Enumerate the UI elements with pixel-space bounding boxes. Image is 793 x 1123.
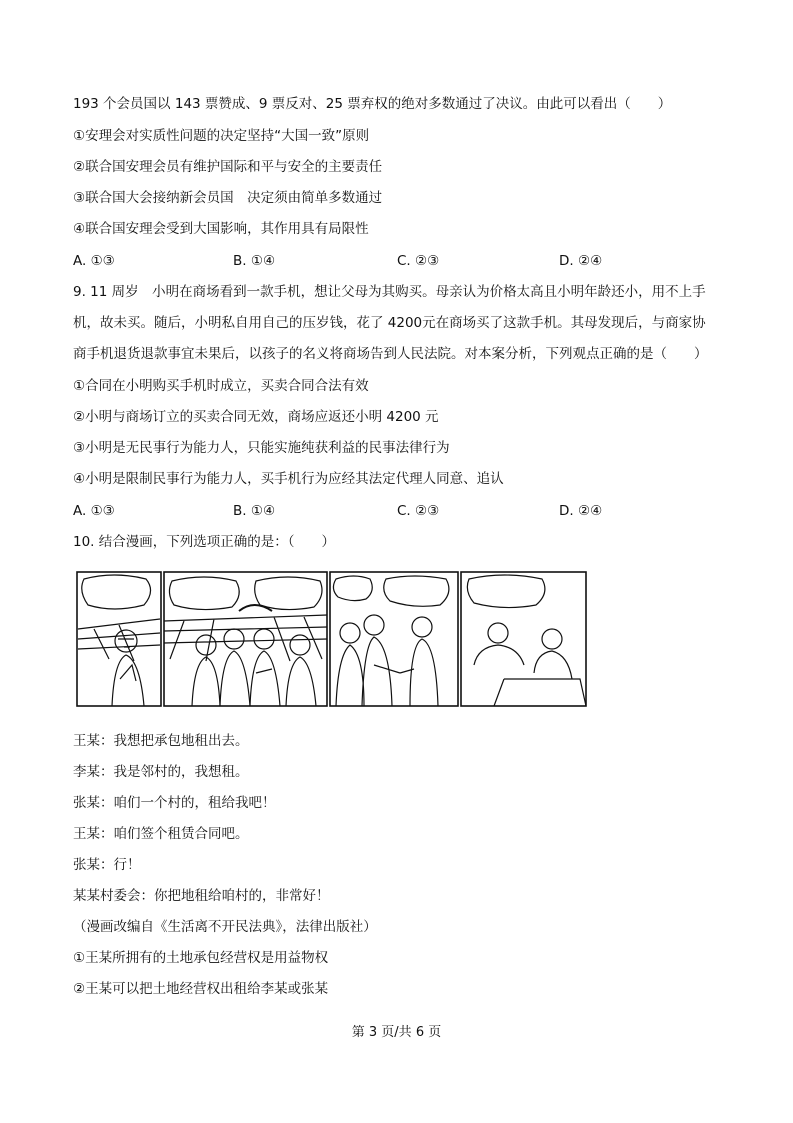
comic-panel-3: [330, 572, 458, 706]
q8-item-4: ④联合国安理会受到大国影响，其作用具有局限性: [73, 221, 369, 237]
dialogue-line-4: 王某：咱们签个租赁合同吧。: [73, 826, 249, 842]
q8-option-c: C. ②③: [397, 253, 440, 269]
comic-strip-image: [74, 569, 608, 709]
dialogue-line-3: 张某：咱们一个村的，租给我吧！: [73, 795, 276, 811]
q9-item-2: ②小明与商场订立的买卖合同无效，商场应返还小明 4200 元: [73, 409, 439, 425]
q9-item-3: ③小明是无民事行为能力人，只能实施纯获利益的民事法律行为: [73, 440, 450, 456]
q9-stem-line-3: 商手机退货退款事宜未果后，以孩子的名义将商场告到人民法院。对本案分析，下列观点正确的是（ ）: [73, 346, 708, 362]
q8-item-1: ①安理会对实质性问题的决定坚持“大国一致”原则: [73, 128, 370, 144]
q10-item-1: ①王某所拥有的土地承包经营权是用益物权: [73, 950, 329, 966]
q10-item-2: ②王某可以把土地经营权出租给李某或张某: [73, 981, 329, 997]
page-number-footer: 第 3 页/共 6 页: [351, 1025, 442, 1040]
q9-option-a: A. ①③: [73, 503, 115, 519]
q9-item-1: ①合同在小明购买手机时成立，买卖合同合法有效: [73, 378, 369, 394]
q8-stem: 193 个会员国以 143 票赞成、9 票反对、25 票弃权的绝对多数通过了决议。由此可以看出（ ）: [73, 96, 672, 112]
comic-source-note: （漫画改编自《生活离不开民法典》，法律出版社）: [73, 919, 377, 935]
q9-stem-line-1: 9. 11 周岁 小明在商场看到一款手机，想让父母为其购买。母亲认为价格太高且小明年龄还小，用不上手: [73, 284, 706, 300]
q9-option-c: C. ②③: [397, 503, 440, 519]
q9-option-b: B. ①④: [233, 503, 276, 519]
dialogue-line-6: 某某村委会：你把地租给咱村的，非常好！: [73, 888, 330, 904]
q9-option-d: D. ②④: [559, 503, 603, 519]
q9-stem-line-2: 机，故未买。随后，小明私自用自己的压岁钱，花了 4200元在商场买了这款手机。其母发现后，与商家协: [73, 315, 706, 331]
q8-option-a: A. ①③: [73, 253, 115, 269]
q8-option-d: D. ②④: [559, 253, 603, 269]
comic-panel-4: [461, 572, 586, 706]
dialogue-line-2: 李某：我是邻村的，我想租。: [73, 764, 249, 780]
q8-item-2: ②联合国安理会员有维护国际和平与安全的主要责任: [73, 159, 383, 175]
q8-item-3: ③联合国大会接纳新会员国 决定须由简单多数通过: [73, 190, 383, 206]
dialogue-line-1: 王某：我想把承包地租出去。: [73, 733, 249, 749]
q8-option-b: B. ①④: [233, 253, 276, 269]
q9-item-4: ④小明是限制民事行为能力人，买手机行为应经其法定代理人同意、追认: [73, 471, 504, 487]
q10-stem: 10. 结合漫画，下列选项正确的是：（ ）: [73, 534, 336, 550]
dialogue-line-5: 张某：行！: [73, 857, 141, 873]
